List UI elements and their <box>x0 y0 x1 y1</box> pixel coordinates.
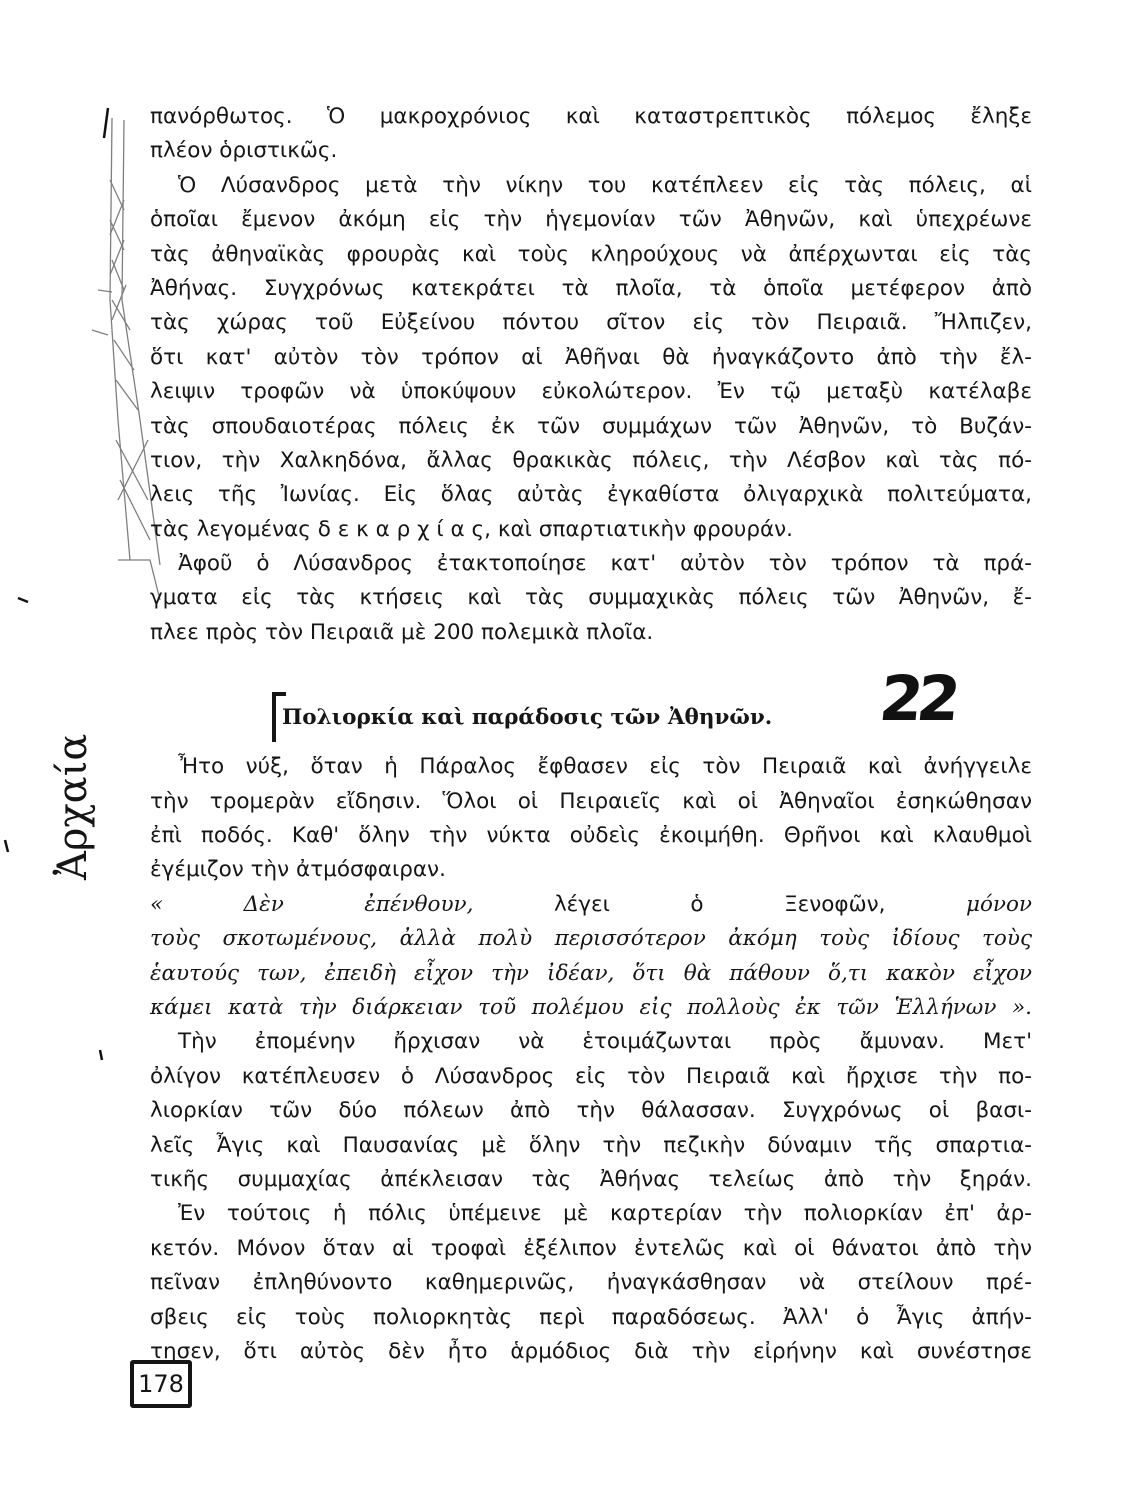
text-line: πλεε πρὸς τὸν Πειραιᾶ μὲ 200 πολεμικὰ πλοῖα. <box>150 619 654 645</box>
quote-line: « Δὲν ἐπένθουν, λέγει ὁ Ξενοφῶν, μόνον <box>150 891 1032 917</box>
text-line: Ἐν τούτοις ἡ πόλις ὑπέμεινε μὲ καρτερίαν τὴν πολιορκίαν ἐπ' ἀρ- <box>178 1201 1032 1227</box>
paragraph-1 <box>150 100 1032 169</box>
text-line: τὰς σπουδαιοτέρας πόλεις ἐκ τῶν συμμάχων τῶν Ἀθηνῶν, τὸ Βυζάν- <box>150 413 1032 439</box>
text-line: λιορκίαν τῶν δύο πόλεων ἀπὸ τὴν θάλασσαν. Συγχρόνως οἱ βασι- <box>150 1098 1032 1124</box>
text-line: λεῖς Ἆγις καὶ Παυσανίας μὲ ὅλην τὴν πεζικὴν δύναμιν τῆς σπαρτια- <box>150 1132 1032 1158</box>
text-line: Ἀθήνας. Συγχρόνως κατεκράτει τὰ πλοῖα, τὰ ὁποῖα μετέφερον ἀπὸ <box>150 275 1032 301</box>
text-line: τησεν, ὅτι αὐτὸς δὲν ἦτο ἁρμόδιος διὰ τὴν εἰρήνην καὶ συνέστησε <box>150 1338 1032 1364</box>
text-line: τὴν τρομερὰν εἴδησιν. Ὅλοι οἱ Πειραιεῖς καὶ οἱ Ἀθηναῖοι ἐσηκώθησαν <box>150 788 1032 814</box>
text-line: σβεις εἰς τοὺς πολιορκητὰς περὶ παραδόσεως. Ἀλλ' ὁ Ἆγις ἀπήν- <box>150 1304 1032 1330</box>
text-line: Ἀφοῦ ὁ Λύσανδρος ἐτακτοποίησε κατ' αὐτὸν τὸν τρόπον τὰ πρά- <box>178 551 1032 577</box>
text-line: τικῆς συμμαχίας ἀπέκλεισαν τὰς Ἀθήνας τελείως ἀπὸ τὴν ξηράν. <box>150 1166 1032 1192</box>
text-line: τὰς χώρας τοῦ Εὐξείνου πόντου σῖτον εἰς τὸν Πειραιᾶ. Ἤλπιζεν, <box>150 310 1032 336</box>
quote-block <box>150 922 1032 1025</box>
text-line: ἐγέμιζον τὴν ἀτμόσφαιραν. <box>150 857 446 883</box>
paragraph-4 <box>150 750 1032 888</box>
section-heading: Πολιορκία καὶ παράδοσις τῶν Ἀθηνῶν. <box>282 705 773 730</box>
margin-handwriting: Ἀρχαία <box>50 733 96 880</box>
text-line: τοὺς σκοτωμένους, ἀλλὰ πολὺ περισσότερον ἀκόμη τοὺς ἰδίους τοὺς <box>150 926 1032 952</box>
paragraph-3 <box>150 547 1032 650</box>
text-line: Ἦτο νύξ, ὅταν ἡ Πάραλος ἔφθασεν εἰς τὸν Πειραιᾶ καὶ ἀνήγγειλε <box>178 754 1032 780</box>
text-line: πλέον ὁριστικῶς. <box>150 138 338 164</box>
text-line: τιον, τὴν Χαλκηδόνα, ἄλλας θρακικὰς πόλεις, τὴν Λέσβον καὶ τὰς πό- <box>150 447 1032 473</box>
text-line: λειψιν τροφῶν νὰ ὑποκύψουν εὐκολώτερον. Ἐν τῷ μεταξὺ κατέλαβε <box>150 379 1032 405</box>
text-line: ἑαυτούς των, ἐπειδὴ εἶχον τὴν ἰδέαν, ὅτι θὰ πάθουν ὅ,τι κακὸν εἶχον <box>150 960 1032 986</box>
text-line: πεῖναν ἐπληθύνοντο καθημερινῶς, ἠναγκάσθησαν νὰ στείλουν πρέ- <box>150 1270 1032 1296</box>
text-line: κάμει κατὰ τὴν διάρκειαν τοῦ πολέμου εἰς πολλοὺς ἐκ τῶν Ἑλλήνων ». <box>150 994 1032 1020</box>
text-line: ὀλίγον κατέπλευσεν ὁ Λύσανδρος εἰς τὸν Πειραιᾶ καὶ ἤρχισε τὴν πο- <box>150 1063 1032 1089</box>
paragraph-5 <box>150 1025 1032 1197</box>
text-line: πανόρθωτος. Ὁ μακροχρόνιος καὶ καταστρεπτικὸς πόλεμος ἔληξε <box>150 104 1032 129</box>
text-line: Ὁ Λύσανδρος μετὰ τὴν νίκην του κατέπλεεν εἰς τὰς πόλεις, αἱ <box>178 172 1032 198</box>
page-number: 178 <box>130 1360 192 1408</box>
text-line: ἐπὶ ποδός. Καθ' ὅλην τὴν νύκτα οὐδεὶς ἐκοιμήθη. Θρῆνοι καὶ κλαυθμοὶ <box>150 823 1032 849</box>
paragraph-2 <box>150 169 1032 547</box>
text-line: λεις τῆς Ἰωνίας. Εἰς ὅλας αὐτὰς ἐγκαθίστα ὀλιγαρχικὰ πολιτεύματα, <box>150 482 1032 508</box>
text-line: γματα εἰς τὰς κτήσεις καὶ τὰς συμμαχικὰς πόλεις τῶν Ἀθηνῶν, ἔ- <box>150 585 1032 611</box>
text-line: κετόν. Μόνον ὅταν αἱ τροφαὶ ἐξέλιπον ἐντελῶς καὶ οἱ θάνατοι ἀπὸ τὴν <box>150 1235 1032 1261</box>
text-line: ὁποῖαι ἔμενον ἀκόμη εἰς τὴν ἡγεμονίαν τῶν Ἀθηνῶν, καὶ ὑπεχρέωνε <box>150 207 1032 233</box>
text-line: τὰς ἀθηναϊκὰς φρουρὰς καὶ τοὺς κληρούχους νὰ ἀπέρχωνται εἰς τὰς <box>150 241 1032 267</box>
text-line: τὰς λεγομένας δ ε κ α ρ χ ί α ς, καὶ σπαρτιατικὴν φρουράν. <box>150 516 794 542</box>
heading-handwritten-mark: 22 <box>876 662 959 735</box>
text-line: ὅτι κατ' αὐτὸν τὸν τρόπον αἱ Ἀθῆναι θὰ ἠναγκάζοντο ἀπὸ τὴν ἔλ- <box>150 344 1032 370</box>
paragraph-6 <box>150 1197 1032 1369</box>
text-line: Τὴν ἐπομένην ἤρχισαν νὰ ἑτοιμάζωνται πρὸς ἄμυναν. Μετ' <box>178 1029 1032 1055</box>
